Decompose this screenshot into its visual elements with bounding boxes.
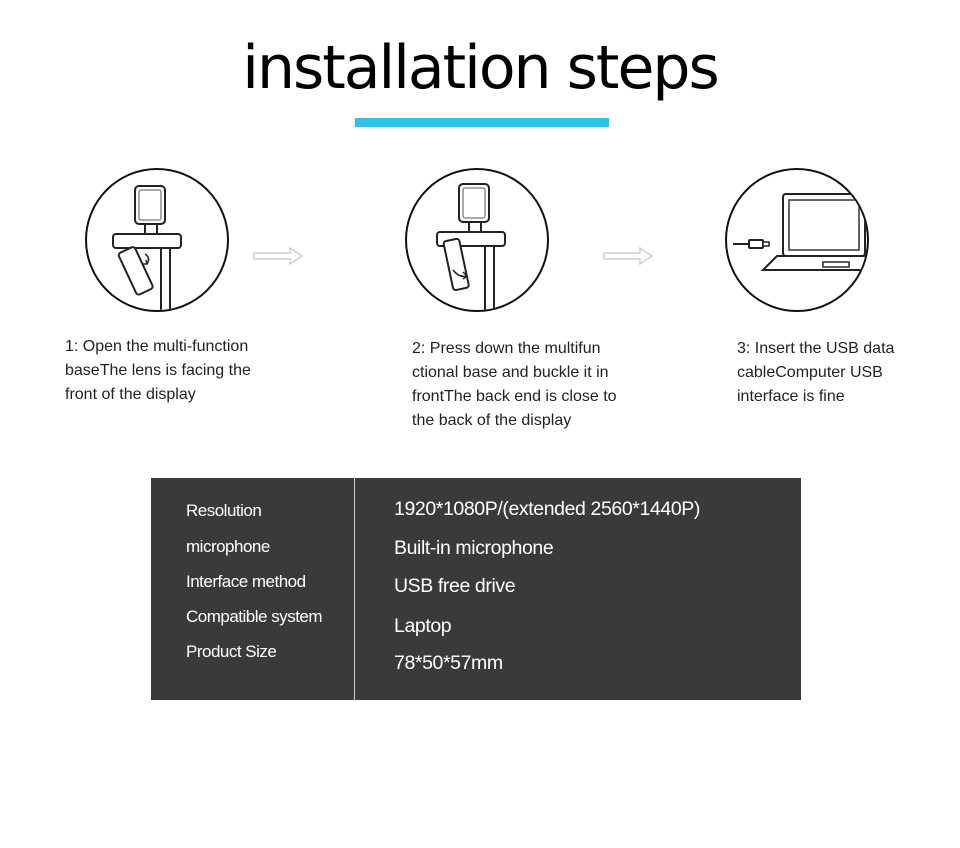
spec-label-resolution: Resolution — [186, 501, 262, 520]
arrow-right-icon — [602, 246, 654, 266]
laptop-usb-icon — [725, 168, 869, 312]
spec-label-system: Compatible system — [186, 607, 323, 626]
spec-label-size: Product Size — [186, 642, 277, 661]
spec-value-size: 78*50*57mm — [394, 652, 503, 674]
spec-value-microphone: Built-in microphone — [394, 537, 554, 559]
page-title: installation steps — [242, 33, 718, 103]
step-1-text: 1: Open the multi-function baseThe lens is facing the front of the display — [65, 338, 251, 403]
title-underline — [355, 118, 609, 127]
spec-table — [151, 478, 801, 700]
spec-value-resolution: 1920*1080P/(extended 2560*1440P) — [394, 498, 700, 520]
spec-label-interface: Interface method — [186, 572, 306, 591]
step-2-text: 2: Press down the multifun ctional base and buckle it in frontThe back end is close to the back of the display — [412, 340, 617, 429]
spec-value-system: Laptop — [394, 615, 452, 637]
webcam-base-open-icon — [85, 168, 229, 312]
spec-label-microphone: microphone — [186, 537, 270, 556]
spec-divider — [354, 478, 355, 700]
webcam-base-buckled-icon — [405, 168, 549, 312]
spec-value-interface: USB free drive — [394, 575, 516, 597]
step-3-text: 3: Insert the USB data cableComputer USB interface is fine — [737, 340, 895, 405]
arrow-right-icon — [252, 246, 304, 266]
